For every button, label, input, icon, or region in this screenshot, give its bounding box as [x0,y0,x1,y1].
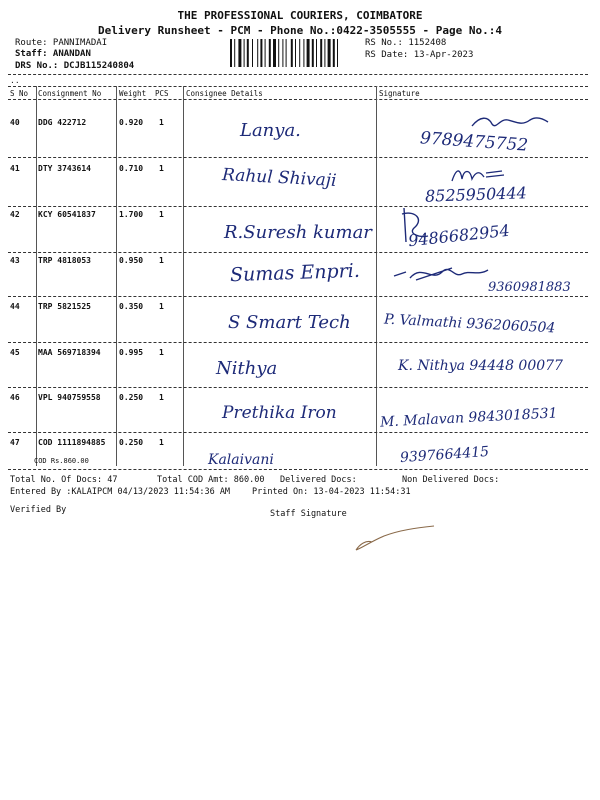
row-consignment: MAA 569718394 [38,348,101,357]
row-sno: 47 [10,438,20,447]
entered-by: Entered By :KALAIPCM 04/13/2023 11:54:36 AM [10,487,231,497]
consignee-handwriting: Prethika Iron [222,403,337,423]
consignee-handwriting: Sumas Enpri. [229,259,361,287]
table-border [183,86,184,466]
row-pcs: 1 [159,302,164,311]
row-consignment: DDG 422712 [38,118,87,127]
row-weight: 0.920 [119,118,144,127]
row-weight: 0.250 [119,393,144,402]
consignee-handwriting: Kalaivani [208,452,274,468]
divider [8,432,588,433]
row-consignment: VPL 940759558 [38,393,101,402]
col-signature: Signature [379,89,420,98]
row-pcs: 1 [159,348,164,357]
table-border [36,86,37,466]
divider [8,296,588,297]
divider [8,206,588,207]
barcode [230,39,358,67]
divider [8,86,588,87]
col-sno: S No [10,89,29,98]
divider [8,99,588,100]
row-pcs: 1 [159,438,164,447]
total-cod: Total COD Amt: 860.00 [157,475,265,485]
signature-scribble [394,206,434,246]
company-title: THE PROFESSIONAL COURIERS, COIMBATORE [177,9,423,22]
top-marker: .. [10,76,20,85]
row-weight: 0.710 [119,164,144,173]
row-sno: 42 [10,210,20,219]
col-weight: Weight [119,89,147,98]
signature-handwriting: 9789475752 [419,128,529,156]
divider [8,387,588,388]
verified-by: Verified By [10,505,67,515]
consignee-handwriting: Lanya. [240,120,301,141]
row-consignment: TRP 5821525 [38,302,91,311]
signature-scribble [450,163,510,185]
drs-number: DRS No.: DCJB115240804 [15,61,135,71]
divider [8,74,588,75]
staff-signature-label: Staff Signature [270,509,347,519]
row-consignment: COD 1111894885 [38,438,106,447]
consignee-handwriting: Rahul Shivaji [221,165,337,191]
non-delivered-docs: Non Delivered Docs: [402,475,500,485]
signature-handwriting: M. Malavan 9843018531 [379,405,558,431]
delivered-docs: Delivered Docs: [280,475,357,485]
row-pcs: 1 [159,118,164,127]
signature-handwriting: K. Nithya 94448 00077 [398,358,563,374]
row-sno: 41 [10,164,20,173]
table-border [116,86,117,466]
row-consignment: KCY 60541837 [38,210,96,219]
row-sno: 44 [10,302,20,311]
cod-amount: COD Rs.860.00 [34,457,89,465]
signature-scribble [392,262,492,284]
divider [8,157,588,158]
divider [8,342,588,343]
staff-label: Staff: ANANDAN [15,49,91,59]
row-weight: 0.995 [119,348,144,357]
table-border [376,86,377,466]
signature-handwriting: P. Valmathi 9362060504 [383,311,556,337]
row-consignment: TRP 4818053 [38,256,91,265]
runsheet-subtitle: Delivery Runsheet - PCM - Phone No.:0422-3505555 - Page No.:4 [98,24,502,37]
row-sno: 43 [10,256,20,265]
row-weight: 0.350 [119,302,144,311]
staff-signature-scribble [350,524,440,554]
col-consignment: Consignment No [38,89,102,98]
consignee-handwriting: R.Suresh kumar [224,222,372,243]
divider [8,252,588,253]
row-sno: 46 [10,393,20,402]
signature-handwriting: 9360981883 [488,280,571,295]
signature-scribble [470,112,550,132]
route-label: Route: PANNIMADAI [15,38,108,48]
row-weight: 1.700 [119,210,144,219]
row-consignment: DTY 3743614 [38,164,91,173]
col-consignee: Consignee Details [186,89,263,98]
row-weight: 0.950 [119,256,144,265]
row-pcs: 1 [159,393,164,402]
signature-handwriting: 8525950444 [424,183,528,206]
row-weight: 0.250 [119,438,144,447]
divider [8,469,588,470]
consignee-handwriting: S Smart Tech [228,312,351,333]
rs-number: RS No.: 1152408 [365,38,447,48]
row-pcs: 1 [159,210,164,219]
consignee-handwriting: Nithya [216,358,278,379]
total-docs: Total No. Of Docs: 47 [10,475,118,485]
rs-date: RS Date: 13-Apr-2023 [365,50,474,60]
col-pcs: PCS [155,89,169,98]
row-sno: 40 [10,118,20,127]
signature-handwriting: 9397664415 [399,443,490,467]
printed-on: Printed On: 13-04-2023 11:54:31 [252,487,411,497]
row-sno: 45 [10,348,20,357]
row-pcs: 1 [159,256,164,265]
signature-handwriting: 9486682954 [407,220,511,251]
row-pcs: 1 [159,164,164,173]
